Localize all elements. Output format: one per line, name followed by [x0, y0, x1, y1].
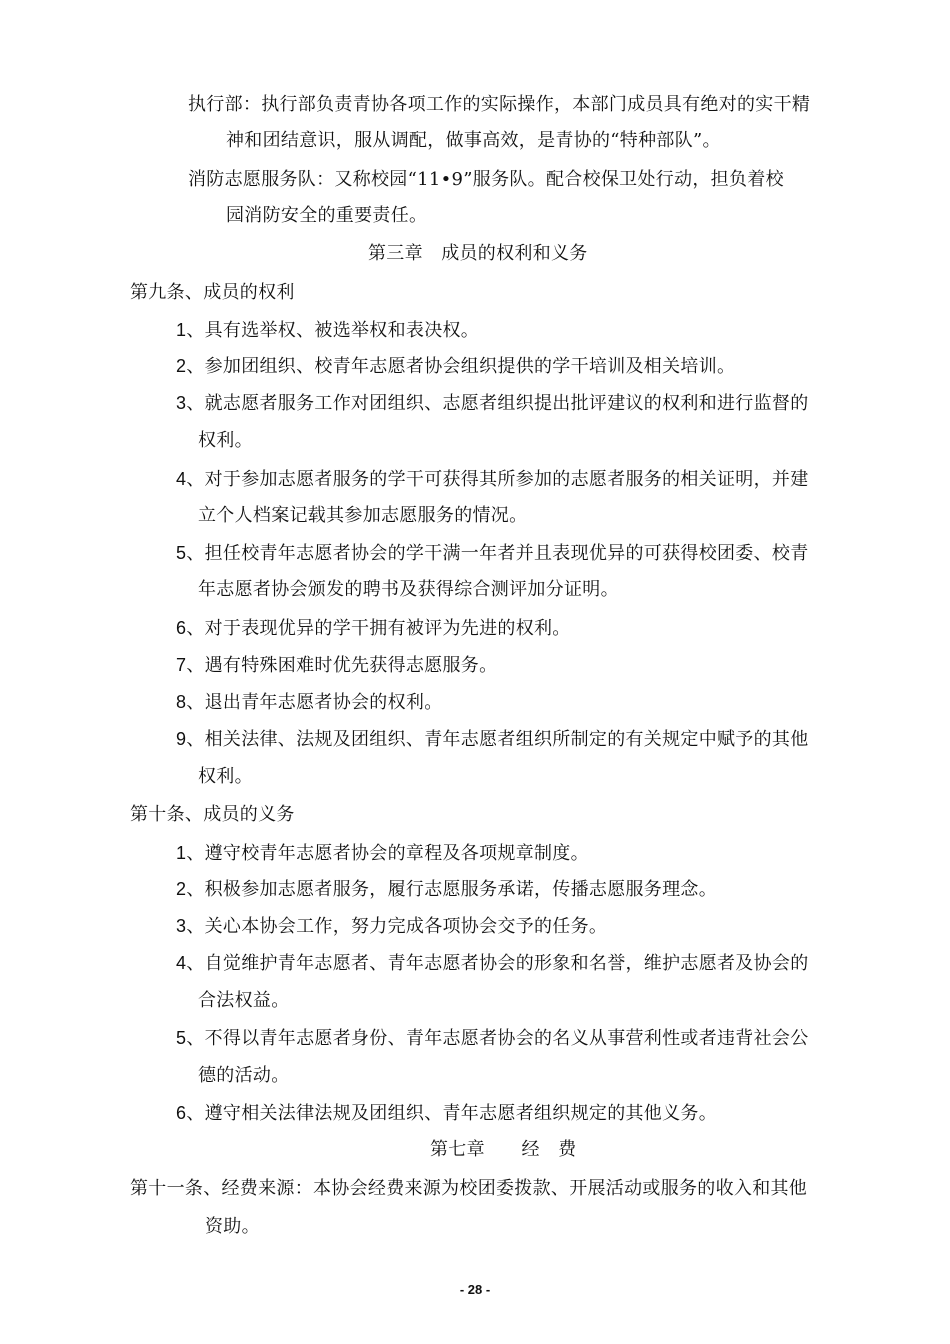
fire-team-line-2: 园消防安全的重要责任。	[226, 205, 428, 226]
list-item: 1、具有选举权、被选举权和表决权。	[176, 320, 480, 341]
chapter-7-title: 第七章 经 费	[430, 1139, 577, 1160]
list-item: 4、自觉维护青年志愿者、青年志愿者协会的形象和名誉，维护志愿者及协会的	[176, 953, 809, 974]
list-item: 8、退出青年志愿者协会的权利。	[176, 692, 443, 713]
list-item: 6、对于表现优异的学干拥有被评为先进的权利。	[176, 618, 571, 639]
chapter-3-title: 第三章 成员的权利和义务	[368, 243, 588, 264]
list-item-continuation: 年志愿者协会颁发的聘书及获得综合测评加分证明。	[198, 579, 619, 600]
list-item-continuation: 权利。	[198, 430, 253, 451]
article-11-line-2: 资助。	[205, 1216, 260, 1237]
list-item: 2、参加团组织、校青年志愿者协会组织提供的学干培训及相关培训。	[176, 356, 736, 377]
article-9-heading: 第九条、成员的权利	[130, 282, 295, 303]
exec-dept-line-2: 神和团结意识，服从调配，做事高效，是青协的“特种部队”。	[226, 130, 721, 151]
list-item: 5、不得以青年志愿者身份、青年志愿者协会的名义从事营利性或者违背社会公	[176, 1028, 809, 1049]
fire-team-line-1: 消防志愿服务队：又称校园“11•9”服务队。配合校保卫处行动，担负着校	[188, 169, 784, 190]
page-number: - 28 -	[459, 1282, 491, 1297]
list-item-continuation: 德的活动。	[198, 1065, 290, 1086]
list-item: 9、相关法律、法规及团组织、青年志愿者组织所制定的有关规定中赋予的其他	[176, 729, 809, 750]
list-item: 3、就志愿者服务工作对团组织、志愿者组织提出批评建议的权利和进行监督的	[176, 393, 809, 414]
list-item: 1、遵守校青年志愿者协会的章程及各项规章制度。	[176, 843, 589, 864]
list-item: 5、担任校青年志愿者协会的学干满一年者并且表现优异的可获得校团委、校青	[176, 543, 809, 564]
list-item: 4、对于参加志愿者服务的学干可获得其所参加的志愿者服务的相关证明，并建	[176, 469, 809, 490]
list-item-continuation: 立个人档案记载其参加志愿服务的情况。	[198, 505, 528, 526]
exec-dept-line-1: 执行部：执行部负责青协各项工作的实际操作，本部门成员具有绝对的实干精	[188, 94, 811, 115]
list-item: 2、积极参加志愿者服务，履行志愿服务承诺，传播志愿服务理念。	[176, 879, 718, 900]
list-item: 7、遇有特殊困难时优先获得志愿服务。	[176, 655, 498, 676]
list-item-continuation: 合法权益。	[198, 990, 290, 1011]
list-item-continuation: 权利。	[198, 766, 253, 787]
article-11-line-1: 第十一条、经费来源：本协会经费来源为校团委拨款、开展活动或服务的收入和其他	[130, 1178, 808, 1199]
list-item: 6、遵守相关法律法规及团组织、青年志愿者组织规定的其他义务。	[176, 1103, 718, 1124]
article-10-heading: 第十条、成员的义务	[130, 804, 295, 825]
list-item: 3、关心本协会工作，努力完成各项协会交予的任务。	[176, 916, 608, 937]
